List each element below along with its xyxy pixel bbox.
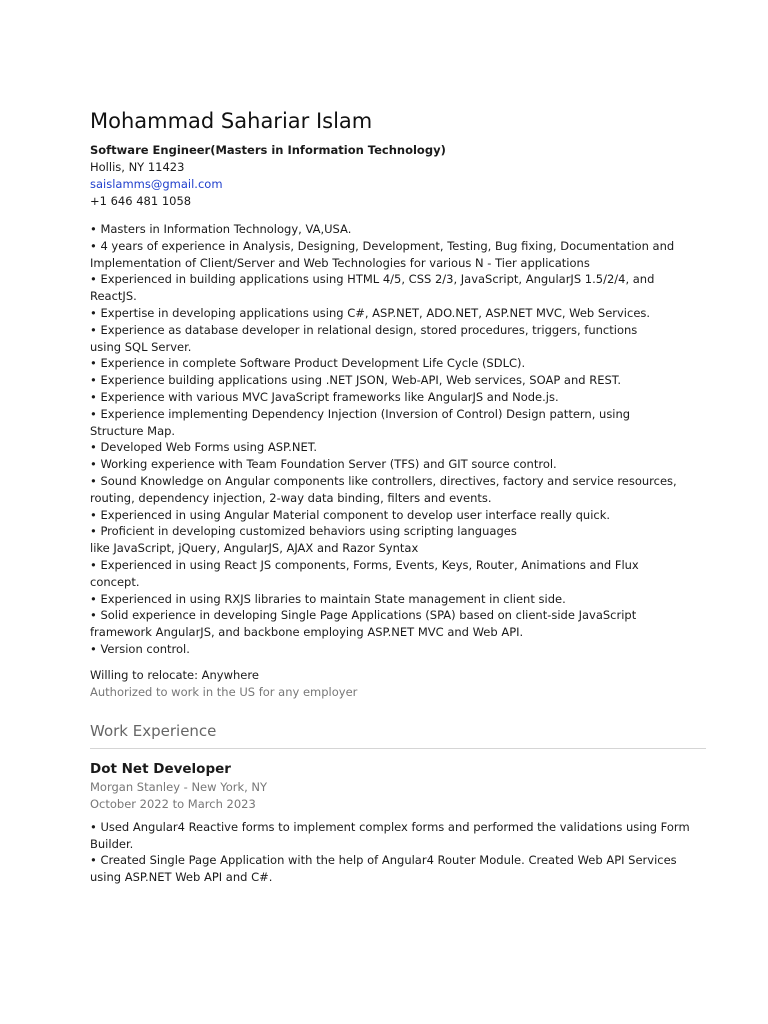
job-title: Dot Net Developer [90, 760, 231, 777]
job-entry [90, 759, 690, 886]
summary-line: • Experience building applications using .NET JSON, Web-API, Web services, SOAP and REST. [90, 373, 622, 388]
summary-line: • Experienced in using React JS components, Forms, Events, Keys, Router, Animations and Flux [90, 557, 639, 572]
summary-line: • Experienced in using Angular Material component to develop user interface really quick. [90, 507, 611, 522]
summary-line: • Experience with various MVC JavaScript frameworks like AngularJS and Node.js. [90, 389, 559, 404]
summary-line: • Experience implementing Dependency Injection (Inversion of Control) Design pattern, using [90, 406, 631, 421]
summary-line: • Working experience with Team Foundation Server (TFS) and GIT source control. [90, 457, 557, 472]
summary-line: using SQL Server. [90, 339, 192, 354]
candidate-headline: Software Engineer(Masters in Information Technology) [90, 143, 446, 157]
summary-line: • Developed Web Forms using ASP.NET. [90, 440, 318, 455]
job-company-location: Morgan Stanley - New York, NY [90, 779, 268, 794]
summary-line: ReactJS. [90, 289, 137, 304]
candidate-location: Hollis, NY 11423 [90, 160, 185, 174]
relocation-preference: Willing to relocate: Anywhere [90, 667, 259, 682]
section-divider [90, 748, 706, 749]
work-experience-heading: Work Experience [90, 721, 217, 740]
summary-line: • 4 years of experience in Analysis, Designing, Development, Testing, Bug fixing, Documentation and [90, 238, 675, 253]
summary-line: • Masters in Information Technology, VA,USA. [90, 222, 352, 236]
summary-line: • Sound Knowledge on Angular components like controllers, directives, factory and service resources, [90, 473, 677, 488]
job-dates: October 2022 to March 2023 [90, 796, 256, 811]
summary-line: Implementation of Client/Server and Web Technologies for various N - Tier applications [90, 255, 590, 270]
summary-line: like JavaScript, jQuery, AngularJS, AJAX and Razor Syntax [90, 541, 419, 556]
summary-line: Structure Map. [90, 423, 176, 438]
summary-line: • Experience in complete Software Product Development Life Cycle (SDLC). [90, 356, 526, 371]
job-bullet-line: Builder. [90, 836, 134, 851]
contact-email-row [90, 176, 678, 193]
summary-line: • Version control. [90, 641, 190, 656]
job-bullet-list [90, 819, 690, 886]
job-bullet-line: using ASP.NET Web API and C#. [90, 870, 273, 885]
summary-line: • Experienced in building applications using HTML 4/5, CSS 2/3, JavaScript, AngularJS 1.5/2/4, and [90, 272, 655, 287]
summary-line: • Experienced in using RXJS libraries to maintain State management in client side. [90, 591, 566, 606]
summary-line: concept. [90, 574, 140, 589]
work-authorization: Authorized to work in the US for any employer [90, 684, 358, 699]
summary-line: • Solid experience in developing Single Page Applications (SPA) based on client-side JavaScript [90, 608, 637, 623]
candidate-name: Mohammad Sahariar Islam [90, 109, 373, 133]
summary-line: • Experience as database developer in relational design, stored procedures, triggers, functions [90, 322, 638, 337]
summary-line: • Proficient in developing customized behaviors using scripting languages [90, 524, 517, 539]
summary-line: • Expertise in developing applications using C#, ASP.NET, ADO.NET, ASP.NET MVC, Web Services. [90, 305, 651, 320]
candidate-phone: +1 646 481 1058 [90, 194, 192, 208]
summary-list [90, 221, 680, 658]
summary-line: routing, dependency injection, 2-way data binding, filters and events. [90, 490, 492, 505]
summary-line: framework AngularJS, and backbone employing ASP.NET MVC and Web API. [90, 625, 524, 640]
email-link[interactable]: saislamms@gmail.com [90, 177, 223, 191]
job-bullet-line: • Created Single Page Application with the help of Angular4 Router Module. Created Web API Services [90, 853, 677, 868]
job-bullet-line: • Used Angular4 Reactive forms to implement complex forms and performed the validations using Form [90, 819, 690, 834]
